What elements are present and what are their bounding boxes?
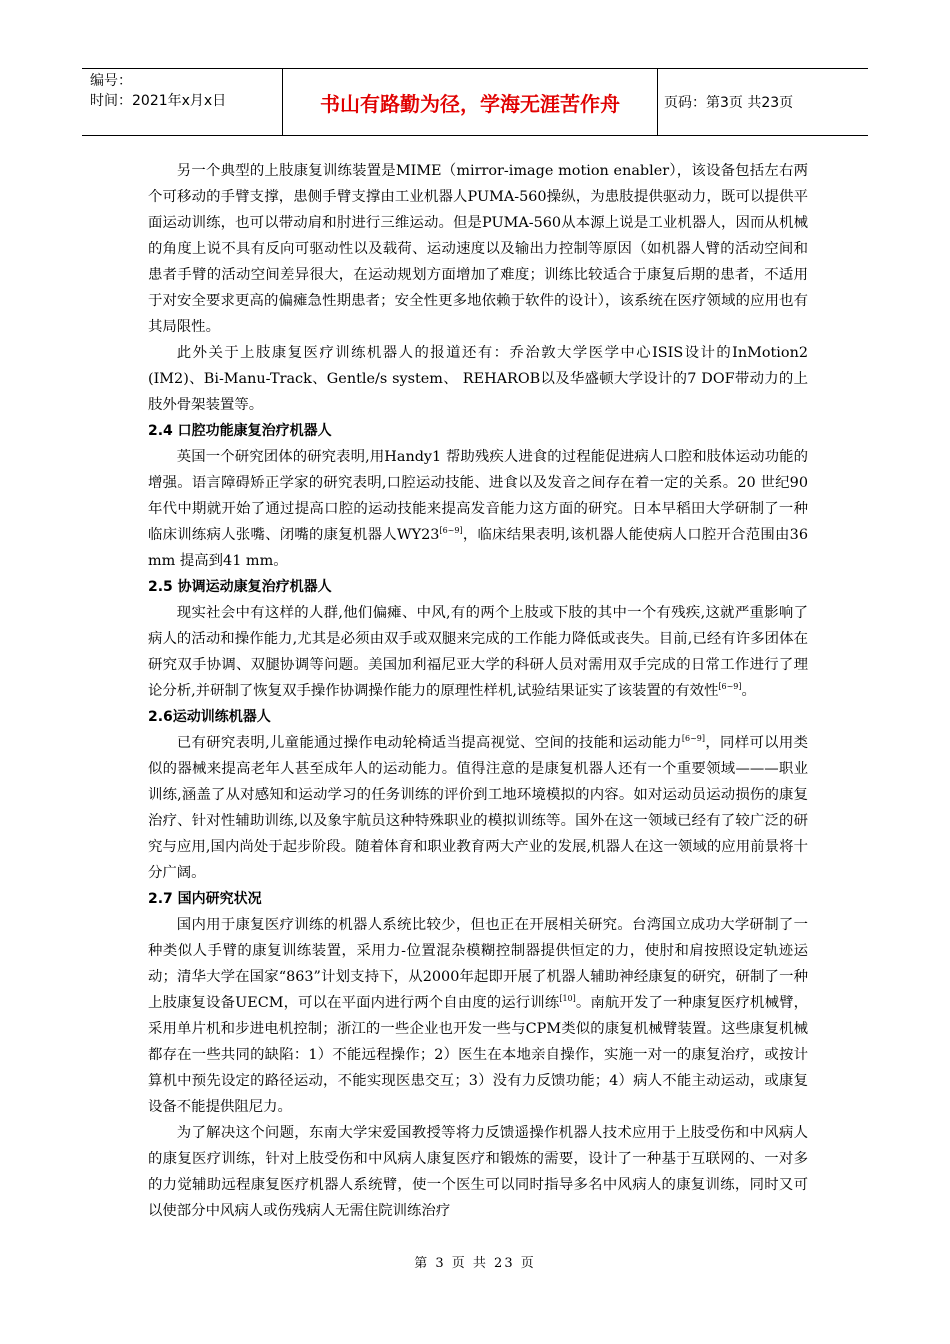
header-motto: 书山有路勤为径，学海无涯苦作舟 <box>283 69 658 135</box>
section-heading: 2.7 国内研究状况 <box>148 891 262 907</box>
section-heading: 2.6运动训练机器人 <box>148 709 271 725</box>
body-paragraph: 为了解决这个问题，东南大学宋爱国教授等将力反馈遥操作机器人技术应用于上肢受伤和中风病人的康复医疗训练，针对上肢受伤和中风病人康复医疗和锻炼的需要，设计了一种基于互联网的、一对多的力觉辅助远程康复医疗机器人系统臂，使一个医生可以同时指导多名中风病人的康复训练，同时又可以使部分中风病人或伤残病人无需住院训练治疗 <box>148 1125 808 1219</box>
document-body <box>148 158 808 1224</box>
body-paragraph: 已有研究表明,儿童能通过操作电动轮椅适当提高视觉、空间的技能和运动能力[6~9]，同样可以用类似的器械来提高老年人甚至成年人的运动能力。值得注意的是康复机器人还有一个重要领域———职业训练,涵盖了从对感知和运动学习的任务训练的评价到工地环境模拟的内容。如对运动员运动损伤的康复治疗、针对性辅助训练,以及象宇航员这种特殊职业的模拟训练等。国外在这一领域已经有了较广泛的研究与应用,国内尚处于起步阶段。随着体育和职业教育两大产业的发展,机器人在这一领域的应用前景将十分广阔。 <box>148 734 808 881</box>
citation-ref: [6~9] <box>439 526 463 536</box>
header-date-label: 时间：2021年x月x日 <box>90 93 227 109</box>
citation-ref: [6~9] <box>681 734 706 744</box>
header-page-label: 页码：第3页 共23页 <box>664 95 794 111</box>
page-header <box>82 68 868 136</box>
citation-ref: [10] <box>559 994 576 1004</box>
body-paragraph: 英国一个研究团体的研究表明,用Handy1 帮助残疾人进食的过程能促进病人口腔和肢体运动功能的增强。语言障碍矫正学家的研究表明,口腔运动技能、进食以及发音之间存在着一定的关系。20 世纪90 年代中期就开始了通过提高口腔的运动技能来提高发音能力这方面的研究。日本早稻田大学研制了一种临床训练病人张嘴、闭嘴的康复机器人WY23[6~9]，临床结果表明,该机器人能使病人口腔开合范围由36 mm 提高到41 mm。 <box>148 449 808 569</box>
header-meta <box>82 69 283 135</box>
page-footer: 第 3 页 共 23 页 <box>414 1256 536 1271</box>
section-heading: 2.4 口腔功能康复治疗机器人 <box>148 423 332 439</box>
body-paragraph: 国内用于康复医疗训练的机器人系统比较少，但也正在开展相关研究。台湾国立成功大学研制了一种类似人手臂的康复训练装置，采用力-位置混杂模糊控制器提供恒定的力，使肘和肩按照设定轨迹运动；清华大学在国家“863”计划支持下，从2000年起即开展了机器人辅助神经康复的研究，研制了一种上肢康复设备UECM，可以在平面内进行两个自由度的运行训练[10]。南航开发了一种康复医疗机械臂，采用单片机和步进电机控制；浙江的一些企业也开发一些与CPM类似的康复机械臂装置。这些康复机械都存在一些共同的缺陷：1）不能远程操作；2）医生在本地亲自操作，实施一对一的康复治疗，或按计算机中预先设定的路径运动，不能实现医患交互；3）没有力反馈功能；4）病人不能主动运动，或康复设备不能提供阻尼力。 <box>148 917 808 1115</box>
citation-ref: [6~9] <box>718 682 742 692</box>
body-paragraph: 现实社会中有这样的人群,他们偏瘫、中风,有的两个上肢或下肢的其中一个有残疾,这就严重影响了病人的活动和操作能力,尤其是必须由双手或双腿来完成的工作能力降低或丧失。目前,已经有许多团体在研究双手协调、双腿协调等问题。美国加利福尼亚大学的科研人员对需用双手完成的日常工作进行了理论分析,并研制了恢复双手操作协调操作能力的原理性样机,试验结果证实了该装置的有效性[6~9]。 <box>148 605 808 699</box>
header-number-label: 编号： <box>90 73 132 89</box>
body-paragraph: 此外关于上肢康复医疗训练机器人的报道还有：乔治敦大学医学中心ISIS设计的InMotion2 (IM2)、Bi-Manu-Track、Gentle/s system、 REHAROB以及华盛顿大学设计的7 DOF带动力的上肢外骨架装置等。 <box>148 345 808 413</box>
body-paragraph: 另一个典型的上肢康复训练装置是MIME（mirror-image motion enabler），该设备包括左右两个可移动的手臂支撑，患侧手臂支撑由工业机器人PUMA-560操纵，为患肢提供驱动力，既可以提供平面运动训练，也可以带动肩和肘进行三维运动。但是PUMA-560从本源上说是工业机器人，因而从机械的角度上说不具有反向可驱动性以及载荷、运动速度以及输出力控制等原因（如机器人臂的活动空间和患者手臂的活动空间差异很大，在运动规划方面增加了难度；训练比较适合于康复后期的患者，不适用于对安全要求更高的偏瘫急性期患者；安全性更多地依赖于软件的设计），该系统在医疗领域的应用也有其局限性。 <box>148 163 808 335</box>
section-heading: 2.5 协调运动康复治疗机器人 <box>148 579 332 595</box>
